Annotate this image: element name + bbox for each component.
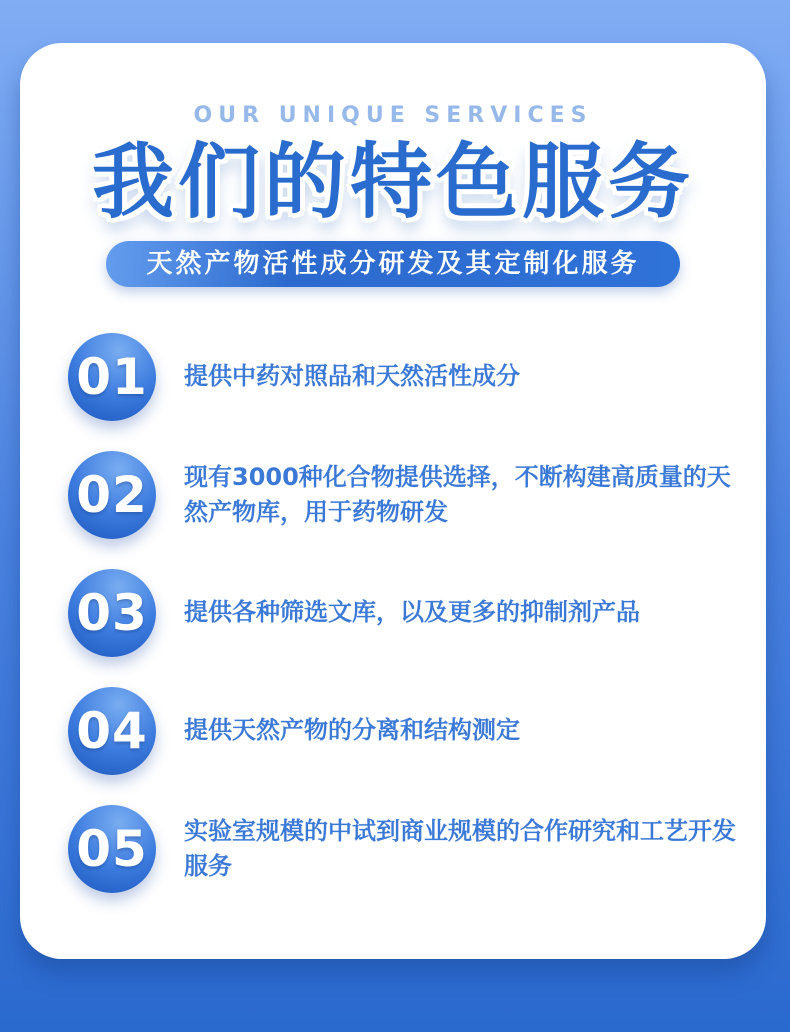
- subtitle-banner: 天然产物活性成分研发及其定制化服务: [106, 241, 679, 287]
- service-item-text: 现有3000种化合物提供选择，不断构建高质量的天然产物库，用于药物研发: [184, 462, 731, 526]
- service-number-badge: 02: [68, 451, 156, 539]
- content-card: [20, 43, 766, 959]
- service-item-text: 提供各种筛选文库，以及更多的抑制剂产品: [184, 598, 640, 627]
- service-item: [68, 805, 766, 893]
- service-item: [68, 569, 766, 657]
- page-title: 我们的特色服务: [91, 135, 694, 230]
- service-number-badge: 01: [68, 333, 156, 421]
- services-list: [68, 333, 766, 893]
- service-item: [68, 687, 766, 775]
- service-item-text: 提供天然产物的分离和结构测定: [184, 716, 520, 745]
- service-number-badge: 04: [68, 687, 156, 775]
- service-item: [68, 451, 766, 539]
- eyebrow-heading: OUR UNIQUE SERVICES: [193, 103, 593, 128]
- service-number-badge: 05: [68, 805, 156, 893]
- service-item-text: 提供中药对照品和天然活性成分: [184, 362, 520, 391]
- header: [20, 43, 766, 287]
- service-number-badge: 03: [68, 569, 156, 657]
- service-item: [68, 333, 766, 421]
- service-item-text: 实验室规模的中试到商业规模的合作研究和工艺开发服务: [184, 816, 736, 880]
